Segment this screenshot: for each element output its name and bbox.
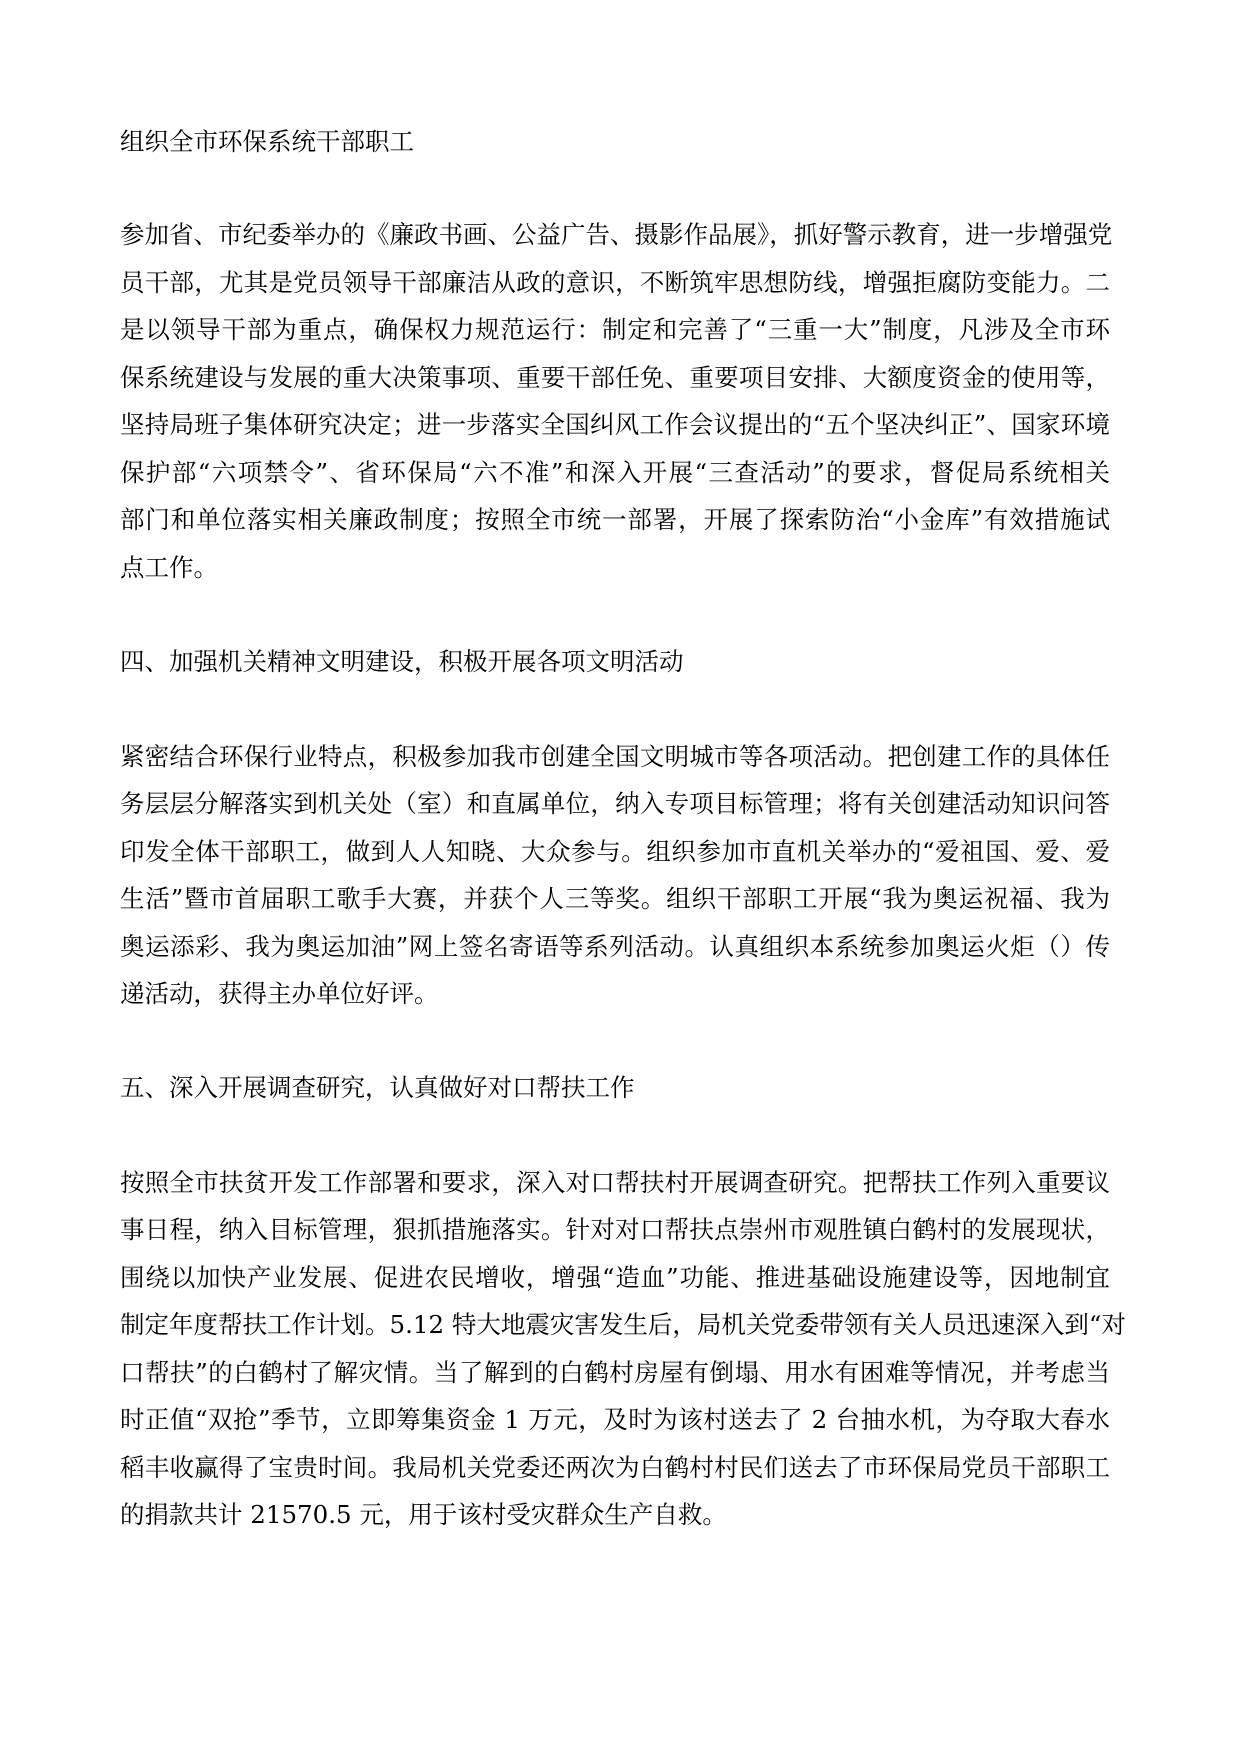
text-line: 按照全市扶贫开发工作部署和要求，深入对口帮扶村开展调查研究。把帮扶工作列入重要议 <box>120 1168 1110 1197</box>
text-line: 保系统建设与发展的重大决策事项、重要干部任免、重要项目安排、大额度资金的使用等， <box>120 363 1110 392</box>
heading-line: 四、加强机关精神文明建设，积极开展各项文明活动 <box>120 647 684 676</box>
text-line: 是以领导干部为重点，确保权力规范运行：制定和完善了“三重一大”制度，凡涉及全市环 <box>120 315 1110 344</box>
text-line: 紧密结合环保行业特点，积极参加我市创建全国文明城市等各项活动。把创建工作的具体任 <box>120 742 1110 771</box>
text-line: 的捐款共计 21570.5 元，用于该村受灾群众生产自救。 <box>120 1500 727 1529</box>
text-line: 印发全体干部职工，做到人人知晓、大众参与。组织参加市直机关举办的“爱祖国、爱、爱 <box>120 837 1110 866</box>
text-line: 组织全市环保系统干部职工 <box>120 127 414 156</box>
text-line: 员干部，尤其是党员领导干部廉洁从政的意识，不断筑牢思想防线，增强拒腐防变能力。二 <box>120 268 1110 297</box>
text-line: 稻丰收赢得了宝贵时间。我局机关党委还两次为白鹤村村民们送去了市环保局党员干部职工 <box>120 1453 1110 1482</box>
text-line: 制定年度帮扶工作计划。5.12 特大地震灾害发生后，局机关党委带领有关人员迅速深入到“对 <box>120 1310 1126 1339</box>
text-line: 参加省、市纪委举办的《廉政书画、公益广告、摄影作品展》，抓好警示教育，进一步增强党 <box>120 220 1113 249</box>
text-line: 事日程，纳入目标管理，狠抓措施落实。针对对口帮扶点崇州市观胜镇白鹤村的发展现状， <box>120 1215 1110 1244</box>
text-line: 生活”暨市首届职工歌手大赛，并获个人三等奖。组织干部职工开展“我为奥运祝福、我为 <box>120 884 1110 913</box>
text-line: 递活动，获得主办单位好评。 <box>120 979 439 1008</box>
text-line: 围绕以加快产业发展、促进农民增收，增强“造血”功能、推进基础设施建设等，因地制宜 <box>120 1263 1110 1292</box>
text-line: 时正值“双抢”季节，立即筹集资金 1 万元，及时为该村送去了 2 台抽水机，为夺取大春水 <box>120 1405 1110 1434</box>
document-page <box>120 0 1126 1753</box>
text-line: 保护部“六项禁令”、省环保局“六不准”和深入开展“三查活动”的要求，督促局系统相关 <box>120 458 1110 487</box>
text-line: 部门和单位落实相关廉政制度；按照全市统一部署，开展了探索防治“小金库”有效措施试 <box>120 505 1110 534</box>
heading-line: 五、深入开展调查研究，认真做好对口帮扶工作 <box>120 1073 635 1102</box>
text-line: 坚持局班子集体研究决定；进一步落实全国纠风工作会议提出的“五个坚决纠正”、国家环境 <box>120 410 1110 439</box>
text-line: 点工作。 <box>120 553 218 582</box>
text-line: 奥运添彩、我为奥运加油”网上签名寄语等系列活动。认真组织本系统参加奥运火炬（）传 <box>120 932 1110 961</box>
text-line: 口帮扶”的白鹤村了解灾情。当了解到的白鹤村房屋有倒塌、用水有困难等情况，并考虑当 <box>120 1358 1110 1387</box>
text-line: 务层层分解落实到机关处（室）和直属单位，纳入专项目标管理；将有关创建活动知识问答 <box>120 789 1110 818</box>
